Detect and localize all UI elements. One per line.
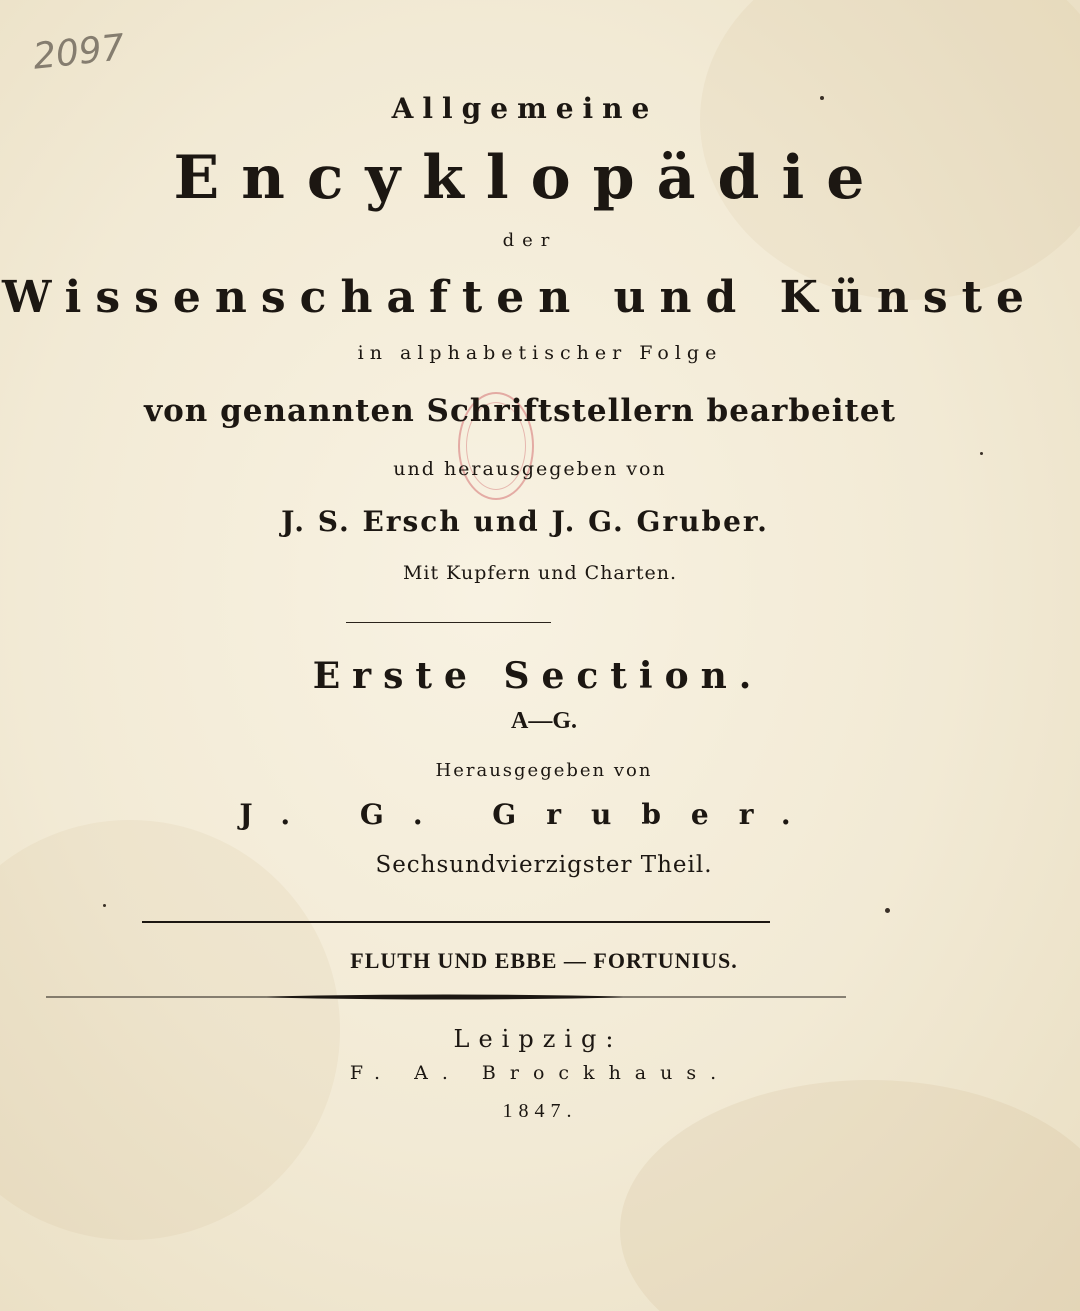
title-line-wissenschaften: Wissenschaften und Künste bbox=[2, 272, 1038, 323]
subtitle-alphabetic-order: in alphabetischer Folge bbox=[357, 342, 723, 364]
illustrations-note: Mit Kupfern und Charten. bbox=[402, 562, 678, 584]
divider-short bbox=[346, 622, 551, 623]
section-heading: Erste Section. bbox=[312, 655, 764, 697]
title-line-encyklopaedie: Encyklopädie bbox=[173, 143, 887, 213]
imprint-year: 1847. bbox=[502, 1100, 578, 1122]
subtitle-authors: von genannten Schriftstellern bearbeitet bbox=[144, 393, 896, 429]
section-range: A—G. bbox=[511, 708, 577, 734]
volume-title: FLUTH UND EBBE — FORTUNIUS. bbox=[350, 948, 738, 973]
section-editor-name: J. G. Gruber. bbox=[239, 798, 821, 831]
paper-speck bbox=[980, 452, 983, 455]
title-line-allgemeine: Allgemeine bbox=[391, 92, 659, 125]
paper-speck bbox=[885, 908, 890, 913]
subtitle-edited-by: und herausgegeben von bbox=[393, 458, 667, 480]
divider-swell-rule bbox=[46, 992, 846, 1002]
title-line-der: der bbox=[502, 230, 558, 251]
volume-part: Sechsundvierzigster Theil. bbox=[375, 852, 713, 878]
imprint-place: Leipzig: bbox=[453, 1025, 623, 1053]
pencil-annotation: 2097 bbox=[31, 27, 127, 78]
paper-speck bbox=[820, 96, 824, 100]
paper-speck bbox=[103, 904, 106, 907]
section-editor-intro: Herausgegeben von bbox=[435, 760, 653, 781]
divider-top bbox=[142, 921, 770, 923]
editors-names: J. S. Ersch und J. G. Gruber. bbox=[281, 505, 769, 538]
imprint-publisher: F. A. Brockhaus. bbox=[349, 1062, 731, 1084]
